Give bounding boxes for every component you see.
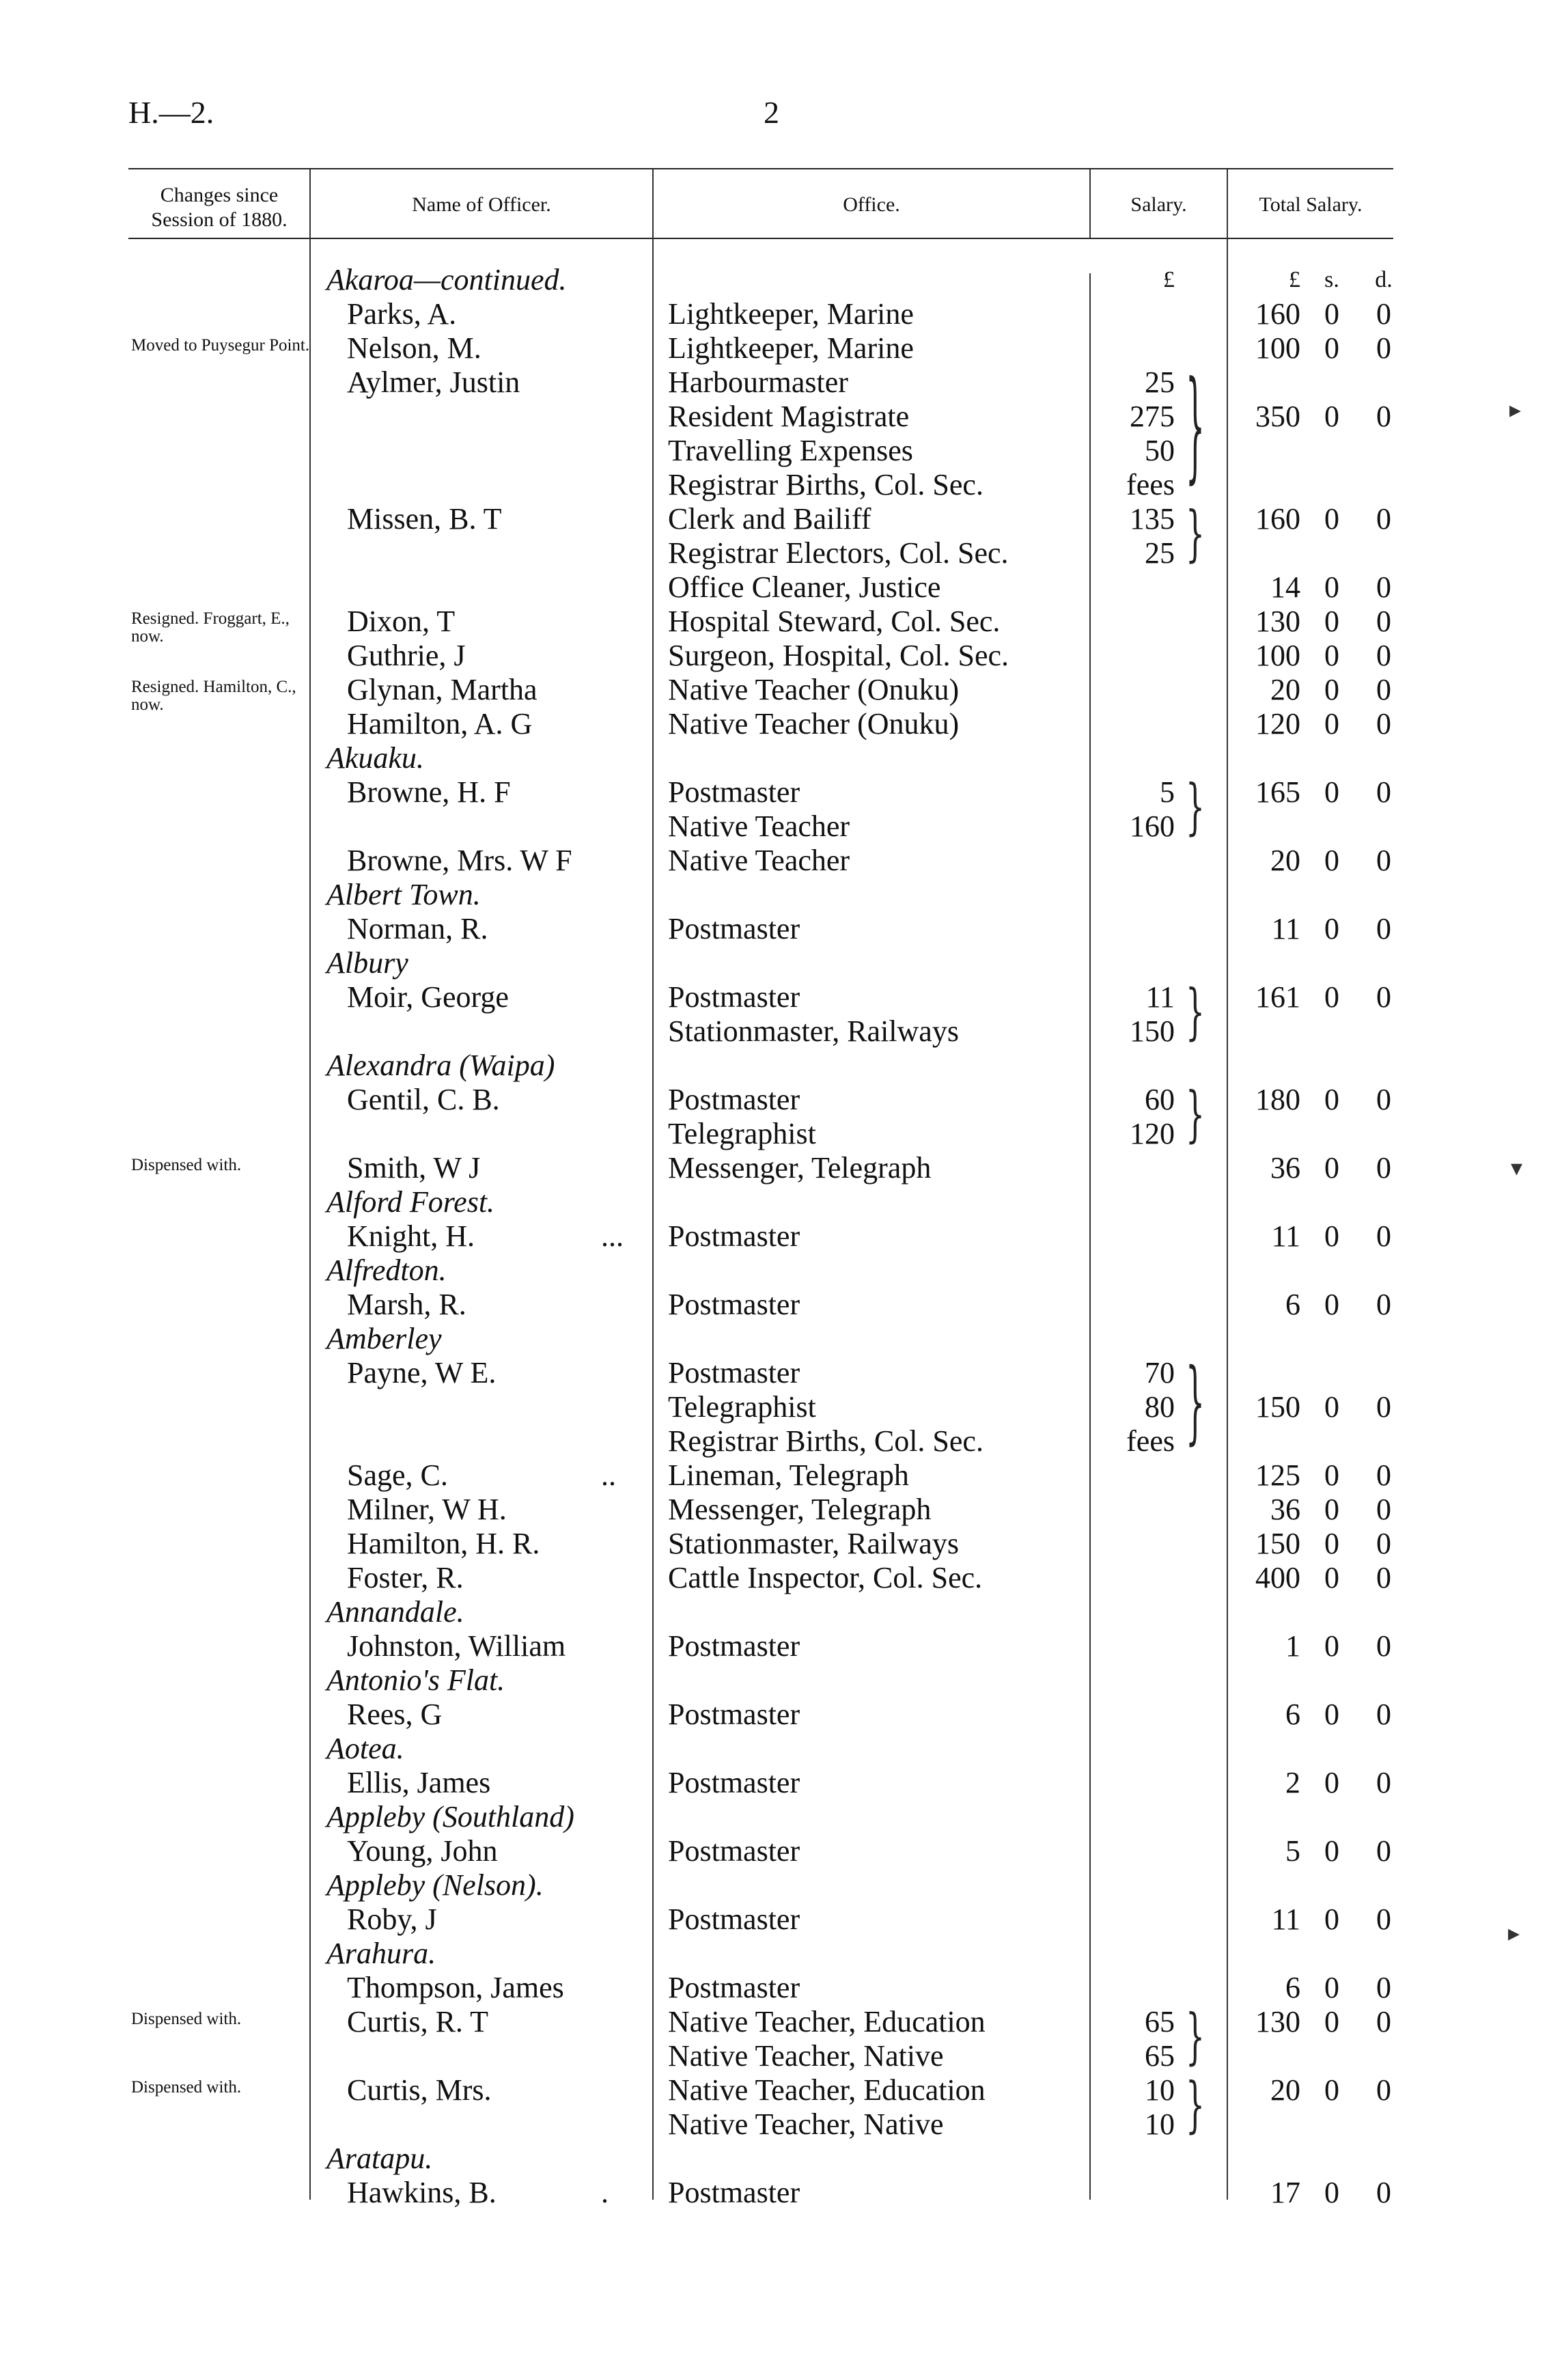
total-pounds: 350 (1255, 400, 1300, 433)
table-row (0, 1219, 1549, 1254)
place-name: Albert Town. (326, 878, 481, 911)
salary-unit: £ (1163, 267, 1175, 292)
curly-brace: } (1186, 2002, 1205, 2072)
total-pence: 0 (1376, 1902, 1391, 1936)
total-shillings: 0 (1324, 1390, 1339, 1424)
total-pounds: 150 (1255, 1390, 1300, 1424)
table-header-rule (128, 238, 1393, 239)
total-shillings: 0 (1324, 1151, 1339, 1185)
total-pence: 0 (1376, 605, 1391, 638)
salary-amount: 25 (1145, 536, 1175, 570)
table-row (0, 1629, 1549, 1663)
salary-amount: 11 (1145, 980, 1175, 1014)
table-row (0, 1151, 1549, 1185)
total-pounds: 160 (1255, 502, 1300, 536)
total-pence: 0 (1376, 639, 1391, 672)
table-row (0, 1868, 1549, 1902)
officer-name: Rees, G (347, 1698, 443, 1731)
salary-amount: 160 (1130, 810, 1175, 843)
officer-name: Glynan, Martha (347, 673, 538, 706)
total-pounds: 11 (1271, 912, 1300, 945)
table-row (0, 1493, 1549, 1527)
table-row (0, 775, 1549, 810)
officer-name: Browne, Mrs. W F (347, 844, 572, 877)
office-title: Registrar Electors, Col. Sec. (668, 536, 1009, 570)
office-title: Native Teacher, Education (668, 2005, 986, 2038)
office-title: Telegraphist (668, 1390, 816, 1424)
total-pence: 0 (1376, 673, 1391, 706)
place-name: Albury (326, 946, 408, 980)
salary-amount: 80 (1145, 1390, 1175, 1424)
officer-name: Payne, W E. (347, 1356, 497, 1389)
table-row (0, 980, 1549, 1014)
office-title: Harbourmaster (668, 365, 848, 399)
total-shillings: 0 (1324, 844, 1339, 877)
salary-amount: 150 (1130, 1014, 1175, 1048)
officer-name: Moir, George (347, 980, 509, 1014)
officer-name: Hawkins, B. (347, 2176, 497, 2209)
total-pounds: 120 (1255, 707, 1300, 741)
column-header-name: Name of Officer. (412, 193, 551, 216)
total-pounds: 20 (1270, 844, 1300, 877)
total-shillings: 0 (1324, 912, 1339, 945)
total-pounds: 6 (1285, 1288, 1300, 1321)
total-pence: 0 (1376, 775, 1391, 809)
total-pounds: 11 (1271, 1902, 1300, 1936)
table-row (0, 1971, 1549, 2005)
total-pounds: 6 (1285, 1971, 1300, 2004)
office-title: Postmaster (668, 1083, 800, 1116)
salary-amount: fees (1126, 468, 1175, 501)
office-title: Postmaster (668, 1288, 800, 1321)
table-row (0, 1424, 1549, 1458)
total-pence: 0 (1376, 1458, 1391, 1492)
total-shillings: 0 (1324, 502, 1339, 536)
table-row (0, 1254, 1549, 1288)
table-row (0, 2039, 1549, 2073)
salary-amount: 50 (1145, 434, 1175, 467)
place-name: Aotea. (326, 1732, 404, 1765)
office-title: Resident Magistrate (668, 400, 910, 433)
officer-name: Knight, H. (347, 1219, 475, 1253)
place-name: Arahura. (326, 1937, 436, 1970)
total-shillings: 0 (1324, 331, 1339, 365)
margin-mark: ▸ (1509, 398, 1522, 423)
office-title: Postmaster (668, 1971, 800, 2004)
table-row (0, 912, 1549, 946)
office-title: Native Teacher (Onuku) (668, 673, 960, 706)
change-note: Dispensed with. (131, 2078, 242, 2097)
page-header (0, 0, 1549, 137)
curly-brace: } (1186, 1351, 1205, 1455)
office-title: Cattle Inspector, Col. Sec. (668, 1561, 983, 1594)
total-shillings: 0 (1324, 1971, 1339, 2004)
officer-name: Hamilton, A. G (347, 707, 533, 741)
officer-name: Roby, J (347, 1902, 437, 1936)
officer-name: Aylmer, Justin (347, 365, 520, 399)
total-pence: 0 (1376, 2073, 1391, 2107)
column-header-office: Office. (843, 193, 900, 216)
table-row (0, 707, 1549, 741)
total-pence: 0 (1376, 1527, 1391, 1560)
table-row (0, 2176, 1549, 2210)
total-pence: 0 (1376, 1561, 1391, 1594)
salary-amount: 135 (1130, 502, 1175, 536)
total-pence: 0 (1376, 331, 1391, 365)
pence-unit: d. (1375, 267, 1393, 292)
officer-name: Smith, W J (347, 1151, 481, 1185)
table-row (0, 263, 1549, 297)
change-note: Moved to Puysegur Point. (131, 336, 310, 355)
total-shillings: 0 (1324, 1766, 1339, 1799)
total-pounds: 165 (1255, 775, 1300, 809)
table-row (0, 536, 1549, 570)
table-row (0, 1766, 1549, 1800)
office-title: Telegraphist (668, 1117, 816, 1150)
column-header-total-salary: Total Salary. (1259, 193, 1363, 216)
total-shillings: 0 (1324, 1493, 1339, 1526)
officer-name: Missen, B. T (347, 502, 502, 536)
total-pounds: 150 (1255, 1527, 1300, 1560)
table-row (0, 2073, 1549, 2107)
total-shillings: 0 (1324, 1083, 1339, 1116)
table-row (0, 1595, 1549, 1629)
curly-brace: } (1186, 773, 1205, 842)
salary-amount: 65 (1145, 2005, 1175, 2038)
officer-name: Nelson, M. (347, 331, 482, 365)
total-pounds: 36 (1270, 1493, 1300, 1526)
table-row (0, 297, 1549, 331)
office-title: Postmaster (668, 1356, 800, 1389)
shillings-unit: s. (1324, 267, 1339, 292)
total-pence: 0 (1376, 2176, 1391, 2209)
salary-amount: 70 (1145, 1356, 1175, 1389)
table-row (0, 1288, 1549, 1322)
office-title: Native Teacher, Education (668, 2073, 986, 2107)
salary-amount: 275 (1130, 400, 1175, 433)
table-row (0, 1083, 1549, 1117)
total-pence: 0 (1376, 1390, 1391, 1424)
total-shillings: 0 (1324, 1219, 1339, 1253)
column-header-changes: Changes since Session of 1880. (151, 184, 288, 231)
table-top-rule (128, 168, 1393, 169)
office-title: Office Cleaner, Justice (668, 570, 941, 604)
total-pence: 0 (1376, 844, 1391, 877)
officer-name: Norman, R. (347, 912, 488, 945)
officer-name: Guthrie, J (347, 639, 466, 672)
total-shillings: 0 (1324, 1527, 1339, 1560)
total-shillings: 0 (1324, 400, 1339, 433)
table-row (0, 878, 1549, 912)
table-row (0, 468, 1549, 502)
officer-name: Thompson, James (347, 1971, 564, 2004)
total-shillings: 0 (1324, 2073, 1339, 2107)
curly-brace: } (1186, 357, 1205, 497)
salary-amount: 120 (1130, 1117, 1175, 1150)
total-shillings: 0 (1324, 1288, 1339, 1321)
total-pence: 0 (1376, 1698, 1391, 1731)
total-pounds: 11 (1271, 1219, 1300, 1253)
total-shillings: 0 (1324, 1834, 1339, 1868)
table-row (0, 844, 1549, 878)
total-pounds: 100 (1255, 639, 1300, 672)
total-pounds: 5 (1285, 1834, 1300, 1868)
office-title: Stationmaster, Railways (668, 1527, 959, 1560)
leader-dots: ... (601, 1219, 624, 1253)
office-title: Postmaster (668, 1219, 800, 1253)
total-pounds: 100 (1255, 331, 1300, 365)
total-pounds: 2 (1285, 1766, 1300, 1799)
officer-name: Foster, R. (347, 1561, 464, 1594)
page-number: 2 (764, 95, 779, 130)
total-pence: 0 (1376, 1219, 1391, 1253)
total-pounds: 160 (1255, 297, 1300, 331)
table-row (0, 1117, 1549, 1151)
total-shillings: 0 (1324, 775, 1339, 809)
total-pounds: 125 (1255, 1458, 1300, 1492)
office-title: Postmaster (668, 1834, 800, 1868)
table-row (0, 1902, 1549, 1937)
salary-amount: fees (1126, 1424, 1175, 1458)
total-pounds: 17 (1270, 2176, 1300, 2209)
table-row (0, 639, 1549, 673)
table-row (0, 2005, 1549, 2039)
change-note: Dispensed with. (131, 2010, 242, 2028)
total-pence: 0 (1376, 1288, 1391, 1321)
total-pounds: 20 (1270, 673, 1300, 706)
total-pence: 0 (1376, 1083, 1391, 1116)
total-pounds: 161 (1255, 980, 1300, 1014)
curly-brace: } (1186, 978, 1205, 1047)
total-pence: 0 (1376, 707, 1391, 741)
office-title: Stationmaster, Railways (668, 1014, 959, 1048)
total-pounds: 400 (1255, 1561, 1300, 1594)
total-pounds: 14 (1270, 570, 1300, 604)
document-reference: H.—2. (128, 95, 214, 130)
officer-name: Ellis, James (347, 1766, 491, 1799)
salary-amount: 25 (1145, 365, 1175, 399)
total-shillings: 0 (1324, 1561, 1339, 1594)
total-pence: 0 (1376, 2005, 1391, 2038)
office-title: Postmaster (668, 775, 800, 809)
officer-name: Parks, A. (347, 297, 457, 331)
officer-name: Marsh, R. (347, 1288, 466, 1321)
curly-brace: } (1186, 1080, 1205, 1150)
office-title: Native Teacher (668, 810, 850, 843)
total-pounds: 180 (1255, 1083, 1300, 1116)
total-pounds: 6 (1285, 1698, 1300, 1731)
office-title: Postmaster (668, 980, 800, 1014)
office-title: Postmaster (668, 2176, 800, 2209)
office-title: Messenger, Telegraph (668, 1493, 932, 1526)
total-shillings: 0 (1324, 1698, 1339, 1731)
place-name: Annandale. (326, 1595, 464, 1629)
salary-amount: 5 (1160, 775, 1175, 809)
table-row (0, 1698, 1549, 1732)
table-row (0, 605, 1549, 646)
total-pence: 0 (1376, 570, 1391, 604)
change-note: Dispensed with. (131, 1156, 242, 1174)
table-row (0, 1663, 1549, 1698)
salary-amount: 10 (1145, 2107, 1175, 2141)
office-title: Lightkeeper, Marine (668, 297, 914, 331)
total-pence: 0 (1376, 1971, 1391, 2004)
office-title: Registrar Births, Col. Sec. (668, 1424, 983, 1458)
total-pounds: 130 (1255, 2005, 1300, 2038)
table-row (0, 673, 1549, 714)
table-row (0, 1800, 1549, 1834)
table-row (0, 1561, 1549, 1595)
officer-name: Johnston, William (347, 1629, 566, 1663)
table-row (0, 331, 1549, 365)
salary-amount: 10 (1145, 2073, 1175, 2107)
office-title: Registrar Births, Col. Sec. (668, 468, 983, 501)
change-note: Resigned. Froggart, E., now. (131, 609, 290, 646)
table-row (0, 1356, 1549, 1390)
office-title: Postmaster (668, 912, 800, 945)
office-title: Travelling Expenses (668, 434, 913, 467)
total-pence: 0 (1376, 1493, 1391, 1526)
office-title: Postmaster (668, 1629, 800, 1663)
table-row (0, 1458, 1549, 1493)
place-name: Antonio's Flat. (326, 1663, 505, 1697)
place-name: Aratapu. (326, 2142, 433, 2175)
salary-amount: 60 (1145, 1083, 1175, 1116)
table-row (0, 1732, 1549, 1766)
total-shillings: 0 (1324, 2176, 1339, 2209)
place-name: Appleby (Nelson). (326, 1868, 544, 1902)
table-row (0, 1049, 1549, 1083)
total-shillings: 0 (1324, 570, 1339, 604)
table-row (0, 434, 1549, 468)
leader-dots: . (601, 2176, 609, 2209)
table-row (0, 2107, 1549, 2142)
office-title: Postmaster (668, 1902, 800, 1936)
office-title: Postmaster (668, 1698, 800, 1731)
change-note: Resigned. Hamilton, C., now. (131, 678, 296, 714)
office-title: Clerk and Bailiff (668, 502, 871, 536)
table-row (0, 1014, 1549, 1049)
total-shillings: 0 (1324, 1902, 1339, 1936)
office-title: Surgeon, Hospital, Col. Sec. (668, 639, 1009, 672)
officer-name: Young, John (347, 1834, 498, 1868)
leader-dots: .. (601, 1458, 616, 1492)
total-pence: 0 (1376, 400, 1391, 433)
office-title: Messenger, Telegraph (668, 1151, 932, 1185)
total-pounds: 20 (1270, 2073, 1300, 2107)
curly-brace: } (1186, 2071, 1205, 2140)
office-title: Native Teacher, Native (668, 2039, 944, 2073)
pounds-unit: £ (1289, 267, 1300, 292)
total-pence: 0 (1376, 912, 1391, 945)
place-name: Akuaku. (326, 741, 424, 775)
table-row (0, 570, 1549, 605)
office-title: Postmaster (668, 1766, 800, 1799)
total-shillings: 0 (1324, 297, 1339, 331)
margin-mark: ▾ (1511, 1156, 1523, 1181)
table-row (0, 2142, 1549, 2176)
place-name: Amberley (326, 1322, 442, 1355)
total-shillings: 0 (1324, 639, 1339, 672)
salary-amount: 65 (1145, 2039, 1175, 2073)
officer-name: Milner, W H. (347, 1493, 507, 1526)
place-name: Alexandra (Waipa) (326, 1049, 555, 1082)
officer-name: Curtis, R. T (347, 2005, 489, 2038)
office-title: Lineman, Telegraph (668, 1458, 909, 1492)
table-row (0, 400, 1549, 434)
total-pence: 0 (1376, 297, 1391, 331)
place-name: Alford Forest. (326, 1185, 495, 1219)
officer-name: Gentil, C. B. (347, 1083, 500, 1116)
column-header-salary: Salary. (1130, 193, 1187, 216)
officer-name: Sage, C. (347, 1458, 448, 1492)
table-row (0, 1937, 1549, 1971)
total-pence: 0 (1376, 1151, 1391, 1185)
curly-brace: } (1186, 499, 1205, 569)
table-row (0, 1185, 1549, 1219)
total-shillings: 0 (1324, 1629, 1339, 1663)
total-pence: 0 (1376, 1834, 1391, 1868)
table-row (0, 1390, 1549, 1424)
office-title: Native Teacher, Native (668, 2107, 944, 2141)
officer-name: Dixon, T (347, 605, 456, 638)
table-row (0, 810, 1549, 844)
table-row (0, 365, 1549, 400)
margin-mark: ▸ (1508, 1921, 1520, 1946)
total-pence: 0 (1376, 980, 1391, 1014)
table-row (0, 502, 1549, 536)
total-shillings: 0 (1324, 707, 1339, 741)
place-name: Appleby (Southland) (326, 1800, 574, 1834)
table-row (0, 741, 1549, 775)
total-shillings: 0 (1324, 1458, 1339, 1492)
total-pounds: 1 (1285, 1629, 1300, 1663)
table-row (0, 1834, 1549, 1868)
officer-name: Hamilton, H. R. (347, 1527, 540, 1560)
table-row (0, 1527, 1549, 1561)
total-pence: 0 (1376, 1629, 1391, 1663)
table-row (0, 1322, 1549, 1356)
table-row (0, 946, 1549, 980)
total-pounds: 130 (1255, 605, 1300, 638)
officer-name: Browne, H. F (347, 775, 511, 809)
total-shillings: 0 (1324, 980, 1339, 1014)
total-pence: 0 (1376, 502, 1391, 536)
place-name: Alfredton. (326, 1254, 447, 1287)
office-title: Hospital Steward, Col. Sec. (668, 605, 1001, 638)
place-name: Akaroa—continued. (326, 263, 567, 296)
total-shillings: 0 (1324, 605, 1339, 638)
office-title: Native Teacher (Onuku) (668, 707, 960, 741)
total-pounds: 36 (1270, 1151, 1300, 1185)
office-title: Lightkeeper, Marine (668, 331, 914, 365)
total-pence: 0 (1376, 1766, 1391, 1799)
total-shillings: 0 (1324, 673, 1339, 706)
total-shillings: 0 (1324, 2005, 1339, 2038)
office-title: Native Teacher (668, 844, 850, 877)
officer-name: Curtis, Mrs. (347, 2073, 492, 2107)
